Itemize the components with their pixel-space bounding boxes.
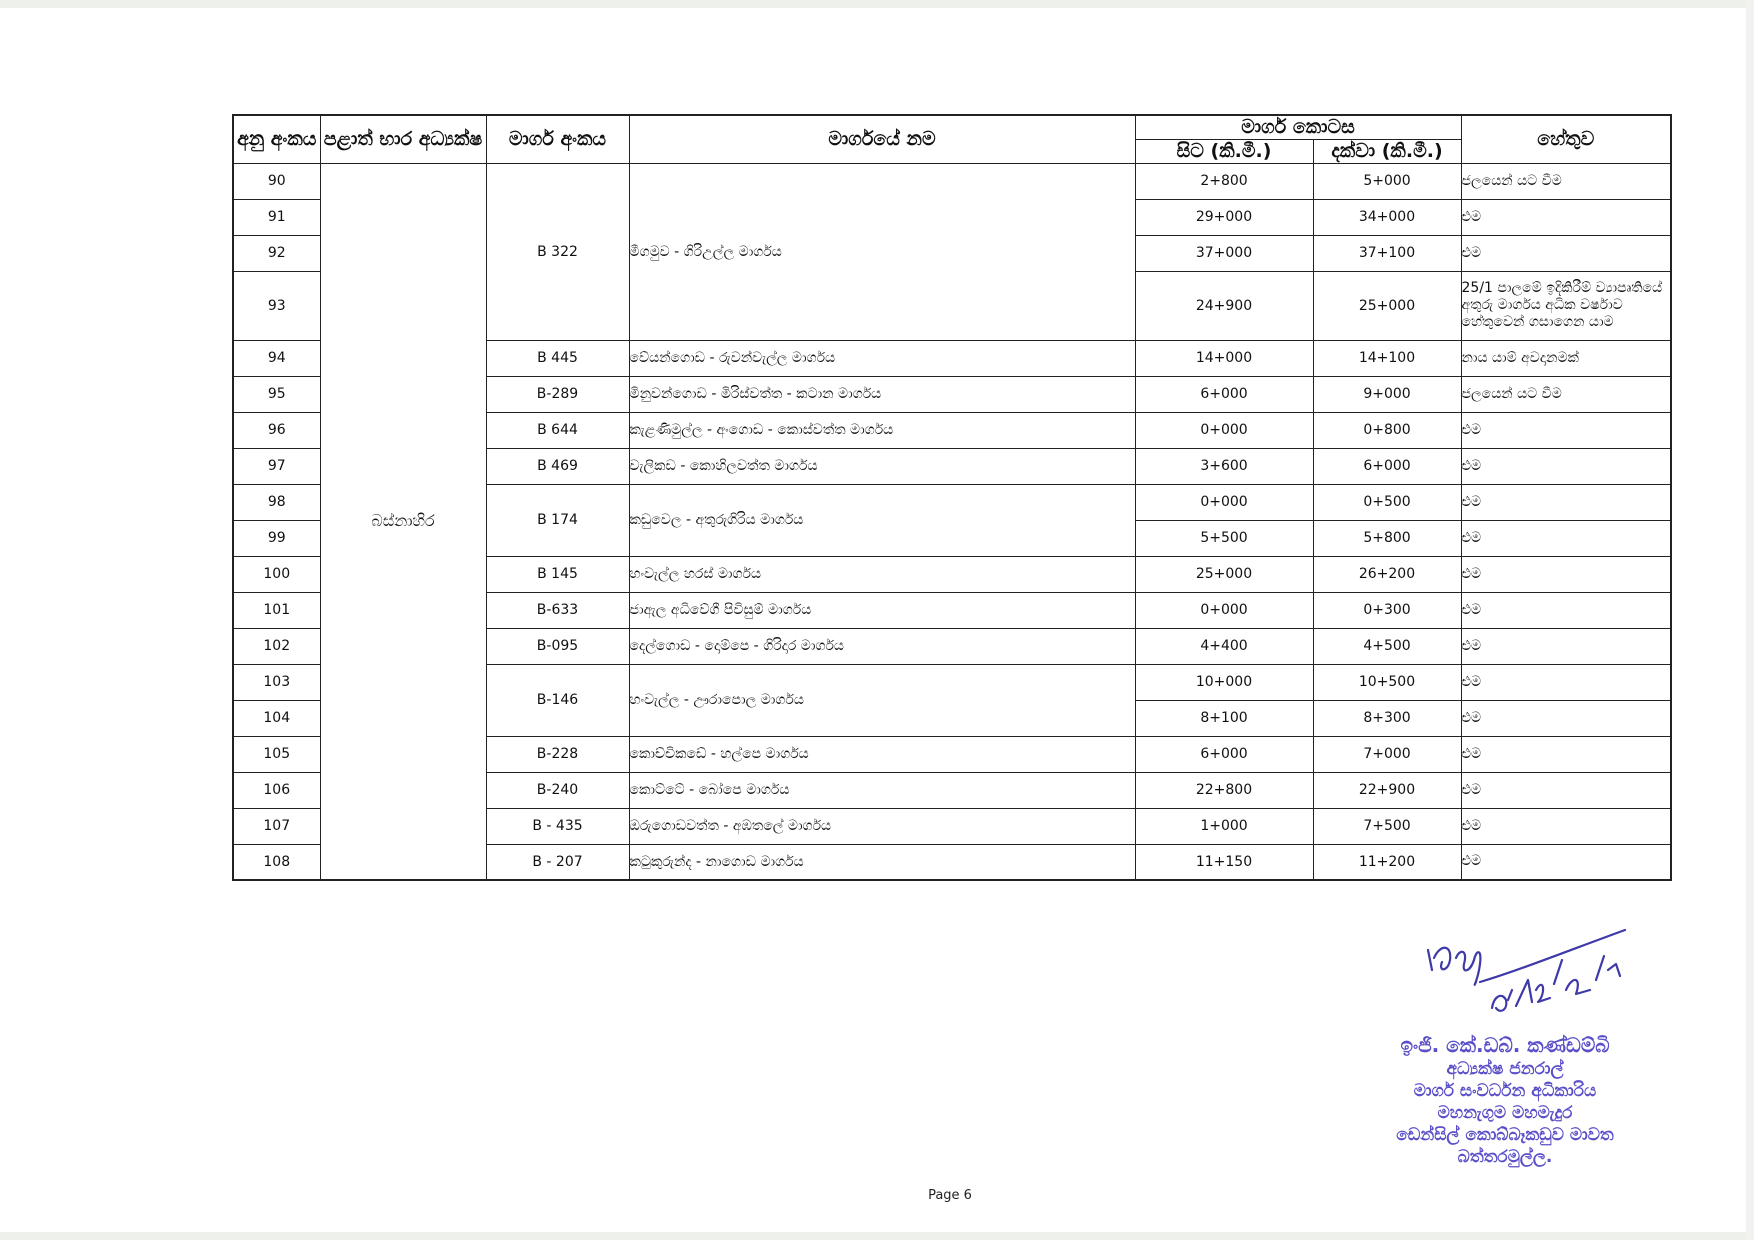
road-name: කොච්චිකඩේ - හල්පෙ මාර්ගය xyxy=(629,736,1135,772)
road-name: ඔරුගොඩවත්ත - අඹතලේ මාර්ගය xyxy=(629,808,1135,844)
stamp-line: මහනැගුම මහමැදුර xyxy=(1437,1103,1573,1123)
reason: එම xyxy=(1461,628,1671,664)
scan-edge-right xyxy=(1746,0,1754,1240)
km-to: 26+200 xyxy=(1313,556,1461,592)
table-row xyxy=(233,163,1671,199)
road-code: B-146 xyxy=(486,664,629,736)
road-name: කොට්ටේ - බෝපෙ මාර්ගය xyxy=(629,772,1135,808)
row-number: 93 xyxy=(233,271,320,340)
km-from: 3+600 xyxy=(1135,448,1313,484)
road-code: B - 207 xyxy=(486,844,629,880)
km-from: 25+000 xyxy=(1135,556,1313,592)
km-to: 5+800 xyxy=(1313,520,1461,556)
road-name: මීගමුව - ගිරිඋල්ල මාර්ගය xyxy=(629,163,1135,340)
km-to: 37+100 xyxy=(1313,235,1461,271)
row-number: 103 xyxy=(233,664,320,700)
reason: එම xyxy=(1461,592,1671,628)
road-name: ජාඇල අධිවේගී පිවිසුම් මාර්ගය xyxy=(629,592,1135,628)
km-to: 22+900 xyxy=(1313,772,1461,808)
reason: එම xyxy=(1461,844,1671,880)
stamp-name: ඉංජි. කේ.ඩබ්. කණ්ඩම්බි xyxy=(1400,1033,1610,1057)
road-name: කඩුවෙල - අතුරුගිරිය මාර්ගය xyxy=(629,484,1135,556)
km-to: 9+000 xyxy=(1313,376,1461,412)
km-from: 1+000 xyxy=(1135,808,1313,844)
official-stamp xyxy=(1370,1032,1640,1168)
row-number: 99 xyxy=(233,520,320,556)
reason: එම xyxy=(1461,448,1671,484)
road-code: B-633 xyxy=(486,592,629,628)
km-from: 14+000 xyxy=(1135,340,1313,376)
km-to: 11+200 xyxy=(1313,844,1461,880)
km-from: 5+500 xyxy=(1135,520,1313,556)
reason: නාය යාම් අවදානමක් xyxy=(1461,340,1671,376)
reason: එම xyxy=(1461,664,1671,700)
scan-edge-bottom xyxy=(0,1232,1754,1240)
stamp-line: මාර්ග සංවර්ධන අධිකාරිය xyxy=(1413,1081,1597,1101)
header-road-no: මාර්ග අංකය xyxy=(486,115,629,163)
road-name: කැළණිමුල්ල - අංගොඩ - කොස්වත්ත මාර්ගය xyxy=(629,412,1135,448)
road-name: මිනුවන්ගොඩ - මිරිස්වත්ත - කටාන මාර්ගය xyxy=(629,376,1135,412)
table-header xyxy=(233,115,1671,163)
header-office: පළාත් භාර අධ්‍යක්ෂ xyxy=(320,115,486,163)
road-closure-table xyxy=(232,114,1672,881)
km-to: 5+000 xyxy=(1313,163,1461,199)
road-code: B 145 xyxy=(486,556,629,592)
km-to: 4+500 xyxy=(1313,628,1461,664)
reason: 25/1 පාලමේ ඉදිකිරීම් ව්‍යාපෘතියේ අතුරු මාර්ගය අධික වර්ෂාව හේතුවෙන් ගසාගෙන යාම xyxy=(1461,271,1671,340)
row-number: 96 xyxy=(233,412,320,448)
row-number: 95 xyxy=(233,376,320,412)
km-from: 0+000 xyxy=(1135,484,1313,520)
road-name: හංවැල්ල හරස් මාර්ගය xyxy=(629,556,1135,592)
reason: ජලයෙන් යට වීම xyxy=(1461,376,1671,412)
reason: එම xyxy=(1461,484,1671,520)
road-name: දෙල්ගොඩ - දොම්පෙ - ගිරිදාර මාර්ගය xyxy=(629,628,1135,664)
row-number: 104 xyxy=(233,700,320,736)
km-from: 8+100 xyxy=(1135,700,1313,736)
page-number: Page 6 xyxy=(928,1188,972,1203)
km-from: 6+000 xyxy=(1135,736,1313,772)
reason: එම xyxy=(1461,235,1671,271)
reason: එම xyxy=(1461,412,1671,448)
header-section: මාර්ග කොටස xyxy=(1135,115,1461,139)
stamp-line: අධ්‍යක්ෂ ජනරාල් xyxy=(1446,1059,1564,1079)
row-number: 92 xyxy=(233,235,320,271)
header-from: සිට (කි.මී.) xyxy=(1135,139,1313,163)
km-to: 25+000 xyxy=(1313,271,1461,340)
row-number: 108 xyxy=(233,844,320,880)
row-number: 105 xyxy=(233,736,320,772)
row-number: 91 xyxy=(233,199,320,235)
km-to: 6+000 xyxy=(1313,448,1461,484)
reason: ජලයෙන් යට වීම xyxy=(1461,163,1671,199)
km-to: 0+300 xyxy=(1313,592,1461,628)
road-code: B - 435 xyxy=(486,808,629,844)
reason: එම xyxy=(1461,736,1671,772)
stamp-line: බත්තරමුල්ල. xyxy=(1457,1147,1553,1167)
road-code: B 644 xyxy=(486,412,629,448)
road-name: කටුකුරුන්ද - නාගොඩ මාර්ගය xyxy=(629,844,1135,880)
row-number: 97 xyxy=(233,448,320,484)
km-from: 37+000 xyxy=(1135,235,1313,271)
reason: එම xyxy=(1461,520,1671,556)
row-number: 107 xyxy=(233,808,320,844)
office-cell: බස්නාහිර xyxy=(320,163,486,880)
km-to: 0+800 xyxy=(1313,412,1461,448)
row-number: 94 xyxy=(233,340,320,376)
road-code: B 174 xyxy=(486,484,629,556)
road-code: B-240 xyxy=(486,772,629,808)
road-name: වැලිකඩ - කොහිලවත්ත මාර්ගය xyxy=(629,448,1135,484)
road-code: B-289 xyxy=(486,376,629,412)
km-from: 6+000 xyxy=(1135,376,1313,412)
km-from: 11+150 xyxy=(1135,844,1313,880)
reason: එම xyxy=(1461,199,1671,235)
road-code: B-228 xyxy=(486,736,629,772)
km-to: 0+500 xyxy=(1313,484,1461,520)
header-reason: හේතුව xyxy=(1461,115,1671,163)
km-from: 0+000 xyxy=(1135,412,1313,448)
road-name: වේයන්ගොඩ - රුවන්වැල්ල මාර්ගය xyxy=(629,340,1135,376)
reason: එම xyxy=(1461,556,1671,592)
handwritten-signature xyxy=(1420,920,1640,1030)
km-from: 22+800 xyxy=(1135,772,1313,808)
km-to: 8+300 xyxy=(1313,700,1461,736)
row-number: 106 xyxy=(233,772,320,808)
reason: එම xyxy=(1461,700,1671,736)
km-from: 10+000 xyxy=(1135,664,1313,700)
km-to: 34+000 xyxy=(1313,199,1461,235)
km-from: 2+800 xyxy=(1135,163,1313,199)
header-road-name: මාර්ගයේ නම xyxy=(629,115,1135,163)
road-code: B 445 xyxy=(486,340,629,376)
scan-edge-top xyxy=(0,0,1754,8)
row-number: 90 xyxy=(233,163,320,199)
row-number: 100 xyxy=(233,556,320,592)
table-body xyxy=(233,163,1671,880)
km-to: 7+000 xyxy=(1313,736,1461,772)
row-number: 101 xyxy=(233,592,320,628)
km-from: 24+900 xyxy=(1135,271,1313,340)
reason: එම xyxy=(1461,808,1671,844)
km-to: 14+100 xyxy=(1313,340,1461,376)
road-name: හංවැල්ල - ඌරාපොල මාර්ගය xyxy=(629,664,1135,736)
km-to: 10+500 xyxy=(1313,664,1461,700)
stamp-line: ඩෙන්සිල් කොබ්බෑකඩුව මාවත xyxy=(1396,1125,1614,1145)
reason: එම xyxy=(1461,772,1671,808)
road-code: B 469 xyxy=(486,448,629,484)
km-from: 29+000 xyxy=(1135,199,1313,235)
road-code: B-095 xyxy=(486,628,629,664)
km-from: 0+000 xyxy=(1135,592,1313,628)
km-to: 7+500 xyxy=(1313,808,1461,844)
header-to: දක්වා (කි.මී.) xyxy=(1313,139,1461,163)
km-from: 4+400 xyxy=(1135,628,1313,664)
row-number: 102 xyxy=(233,628,320,664)
row-number: 98 xyxy=(233,484,320,520)
road-code: B 322 xyxy=(486,163,629,340)
header-index: අනු අංකය xyxy=(233,115,320,163)
